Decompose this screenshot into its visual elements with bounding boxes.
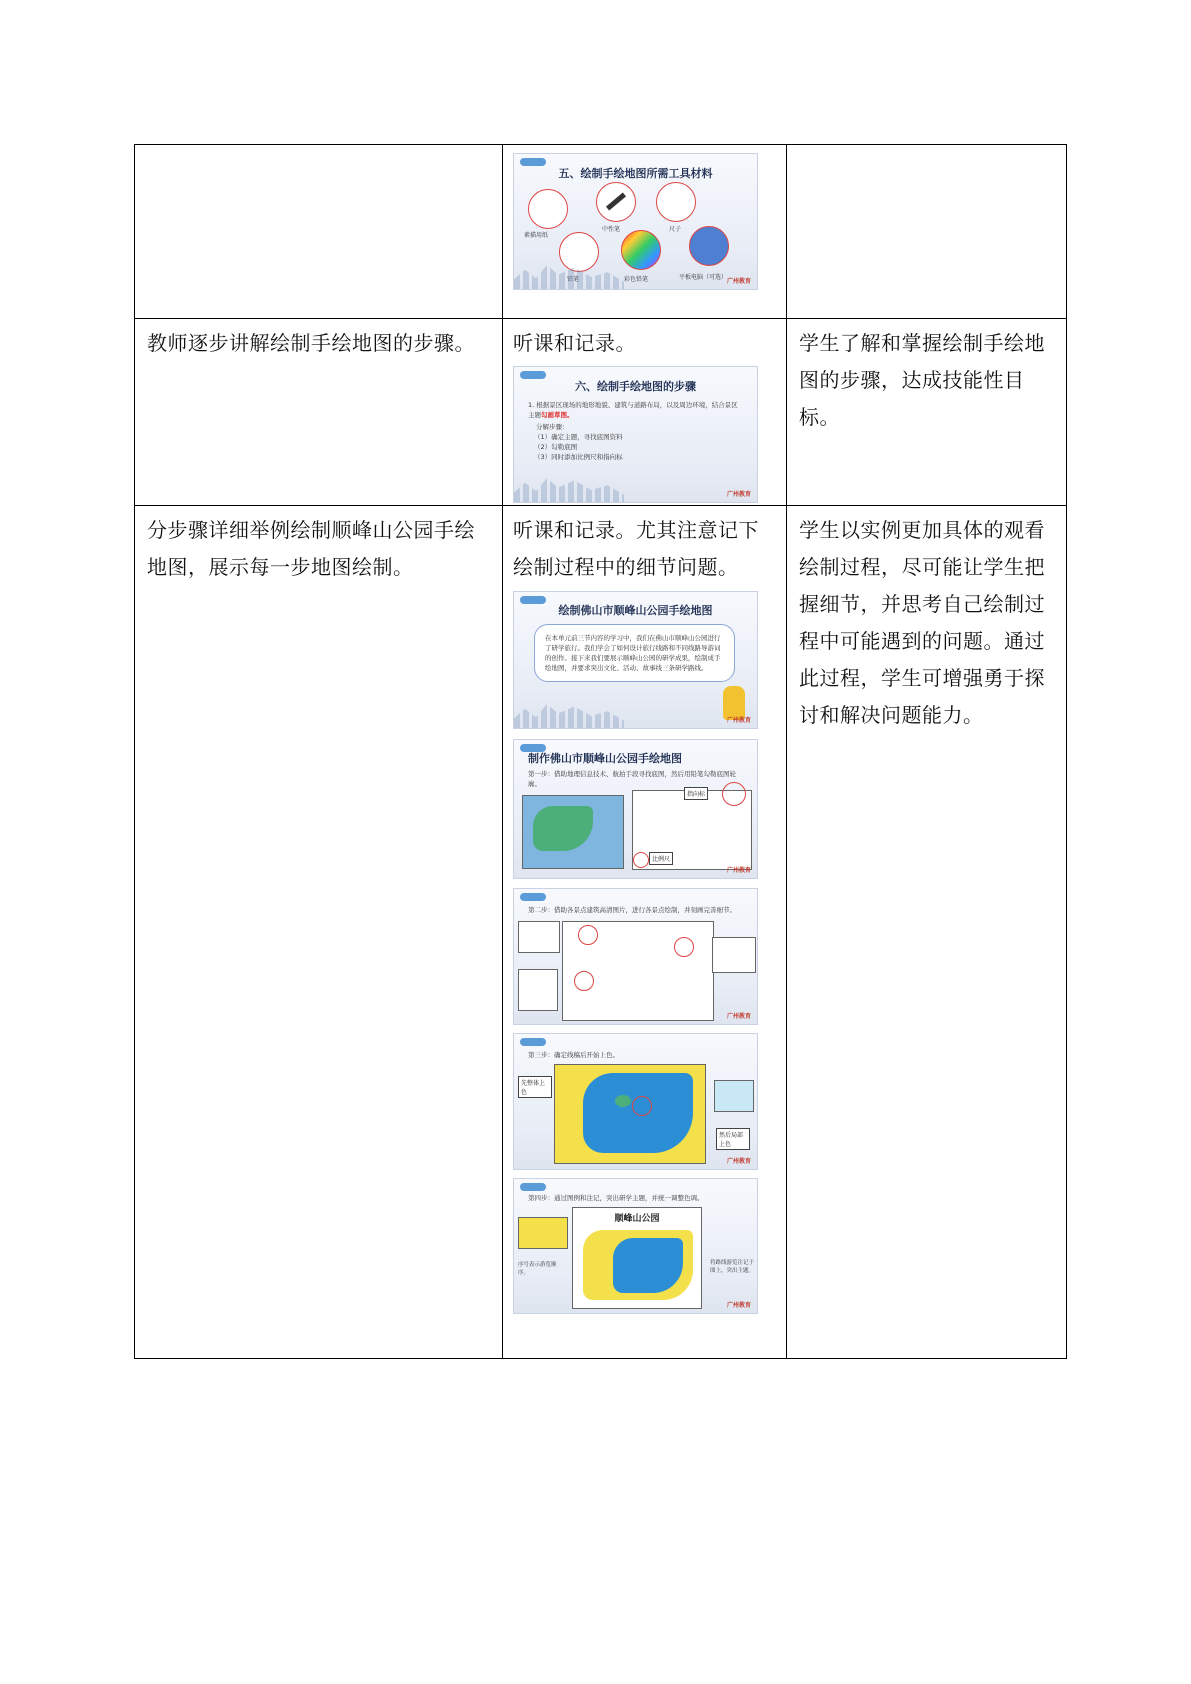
legend-thumbnail xyxy=(518,1217,568,1249)
slide-intro xyxy=(513,591,758,729)
paper-icon xyxy=(528,189,568,229)
slide-logo xyxy=(520,1183,546,1191)
slide-text: 第二步：借助各景点建筑高清图片，进行各景点绘制，并刻画完善细节。 xyxy=(528,906,736,914)
tablet-icon xyxy=(689,226,729,266)
brand-logo: 广州教育 xyxy=(726,1302,751,1309)
slide-title: 五、绘制手绘地图所需工具材料 xyxy=(558,167,713,180)
slide-step-four xyxy=(513,1178,758,1314)
student-cell xyxy=(503,319,787,506)
colored-pencils-icon xyxy=(621,230,661,270)
map-label: 指向标 xyxy=(684,787,708,800)
slide-step-two xyxy=(513,888,758,1025)
brand-logo: 广州教育 xyxy=(726,1158,751,1165)
colored-map xyxy=(554,1064,706,1164)
slide-logo xyxy=(520,744,546,752)
table-row xyxy=(135,145,1067,319)
table-row xyxy=(135,506,1067,1359)
slide-logo xyxy=(520,158,546,166)
design-purpose: 学生了解和掌握绘制手绘地图的步骤，达成技能性目标。 xyxy=(799,331,1045,429)
slide-step: （3）同时添加比例尺和指向标 xyxy=(534,453,623,461)
tool-label: 平板电脑（可选） xyxy=(679,274,728,281)
teacher-activity xyxy=(135,145,502,151)
slide-title: 绘制佛山市顺峰山公园手绘地图 xyxy=(558,604,713,617)
student-cell xyxy=(503,145,787,319)
slide-step-one xyxy=(513,739,758,879)
purpose-cell xyxy=(787,145,1067,319)
slide-text: 第一步：借助地理信息技术、航拍手段寻找底图，然后用铅笔勾勒底图轮廓。 xyxy=(528,770,736,788)
tool-label: 彩色铅笔 xyxy=(624,276,649,283)
design-purpose xyxy=(787,145,1066,151)
sketch-thumbnail xyxy=(518,921,560,953)
pen-icon xyxy=(596,182,636,222)
skyline-decoration xyxy=(514,478,624,502)
map-label: 然后局部上色 xyxy=(716,1128,750,1150)
teacher-cell xyxy=(135,506,503,1359)
design-purpose: 学生以实例更加具体的观看绘制过程，尽可能让学生把握细节，并思考自己绘制过程中可能遇到的问题。通过此过程，学生可增强勇于探讨和解决问题能力。 xyxy=(799,518,1045,727)
teacher-activity: 分步骤详细举例绘制顺峰山公园手绘地图，展示每一步地图绘制。 xyxy=(147,518,475,579)
map-note: 序号表示游览顺序。 xyxy=(518,1262,557,1276)
tool-label: 铅笔 xyxy=(567,276,580,283)
brand-logo: 广州教育 xyxy=(726,491,751,498)
brand-logo: 广州教育 xyxy=(726,717,751,724)
map-label: 先整体上色 xyxy=(518,1076,552,1098)
slide-highlight: 勾画草图。 xyxy=(541,411,574,419)
detail-thumbnail xyxy=(714,1080,754,1112)
ruler-icon xyxy=(656,182,696,222)
lesson-table xyxy=(134,144,1067,1359)
student-activity: 听课和记录。 xyxy=(513,331,636,355)
tool-label: 素描用纸 xyxy=(524,232,549,239)
slide-text xyxy=(514,400,757,420)
slide-steps xyxy=(513,366,758,503)
slide-title: 六、绘制手绘地图的步骤 xyxy=(575,380,696,393)
teacher-cell xyxy=(135,145,503,319)
brand-logo: 广州教育 xyxy=(726,867,751,874)
highlight-circle xyxy=(722,782,746,806)
map-note: 将路线游览注记于图上，突出主题。 xyxy=(710,1260,755,1274)
highlight-circle xyxy=(578,925,598,945)
slide-tools xyxy=(513,153,758,290)
slide-step: （1）确定主题，寻找底图资料 xyxy=(534,433,623,441)
slide-logo xyxy=(520,596,546,604)
map-water xyxy=(613,1238,683,1293)
sketch-thumbnail xyxy=(712,937,756,973)
highlight-circle xyxy=(632,1096,652,1116)
satellite-map xyxy=(522,795,624,869)
slide-step: （2）勾勒底图 xyxy=(534,443,578,451)
pencil-icon xyxy=(559,232,599,272)
tool-label: 中性笔 xyxy=(602,226,621,233)
slide-subtitle: 分解步骤： xyxy=(536,423,569,431)
student-activity: 听课和记录。尤其注意记下绘制过程中的细节问题。 xyxy=(513,518,759,579)
slide-line: 1. 根据景区现场的地形地貌、建筑与道路布局，以及周边环境，结合景区主题 xyxy=(528,401,738,419)
teacher-cell xyxy=(135,319,503,506)
map-green-area xyxy=(615,1095,631,1107)
slide-step-three xyxy=(513,1033,758,1170)
purpose-cell xyxy=(787,506,1067,1359)
highlight-circle xyxy=(674,937,694,957)
slide-logo xyxy=(520,371,546,379)
purpose-cell xyxy=(787,319,1067,506)
brand-logo: 广州教育 xyxy=(726,278,751,285)
map-area xyxy=(533,806,593,851)
slide-bubble: 在本单元前三节内容的学习中，我们在佛山市顺峰山公园进行了研学旅行。我们学会了如何设计旅行线路和不同线路导游词的创作。接下来我们要展示顺峰山公园的研学成果，绘制成手绘地图，并要求突出文化、活动、故事线三条研学路线。 xyxy=(534,624,735,682)
sketch-thumbnail xyxy=(518,969,558,1011)
final-map xyxy=(572,1207,702,1309)
map-title: 顺峰山公园 xyxy=(614,1214,660,1224)
highlight-circle xyxy=(633,852,649,868)
tool-label: 尺子 xyxy=(669,226,682,233)
teacher-activity: 教师逐步讲解绘制手绘地图的步骤。 xyxy=(147,331,475,355)
student-cell xyxy=(503,506,787,1359)
highlight-circle xyxy=(574,971,594,991)
slide-logo xyxy=(520,1038,546,1046)
slide-logo xyxy=(520,893,546,901)
brand-logo: 广州教育 xyxy=(726,1013,751,1020)
slide-text: 第四步：通过图例和注记，突出研学主题，并统一调整色调。 xyxy=(528,1194,704,1202)
skyline-decoration xyxy=(514,704,624,728)
table-row xyxy=(135,319,1067,506)
slide-title: 制作佛山市顺峰山公园手绘地图 xyxy=(528,752,682,765)
map-label: 比例尺 xyxy=(649,852,673,865)
slide-text: 第三步：确定线稿后开始上色。 xyxy=(528,1051,619,1059)
